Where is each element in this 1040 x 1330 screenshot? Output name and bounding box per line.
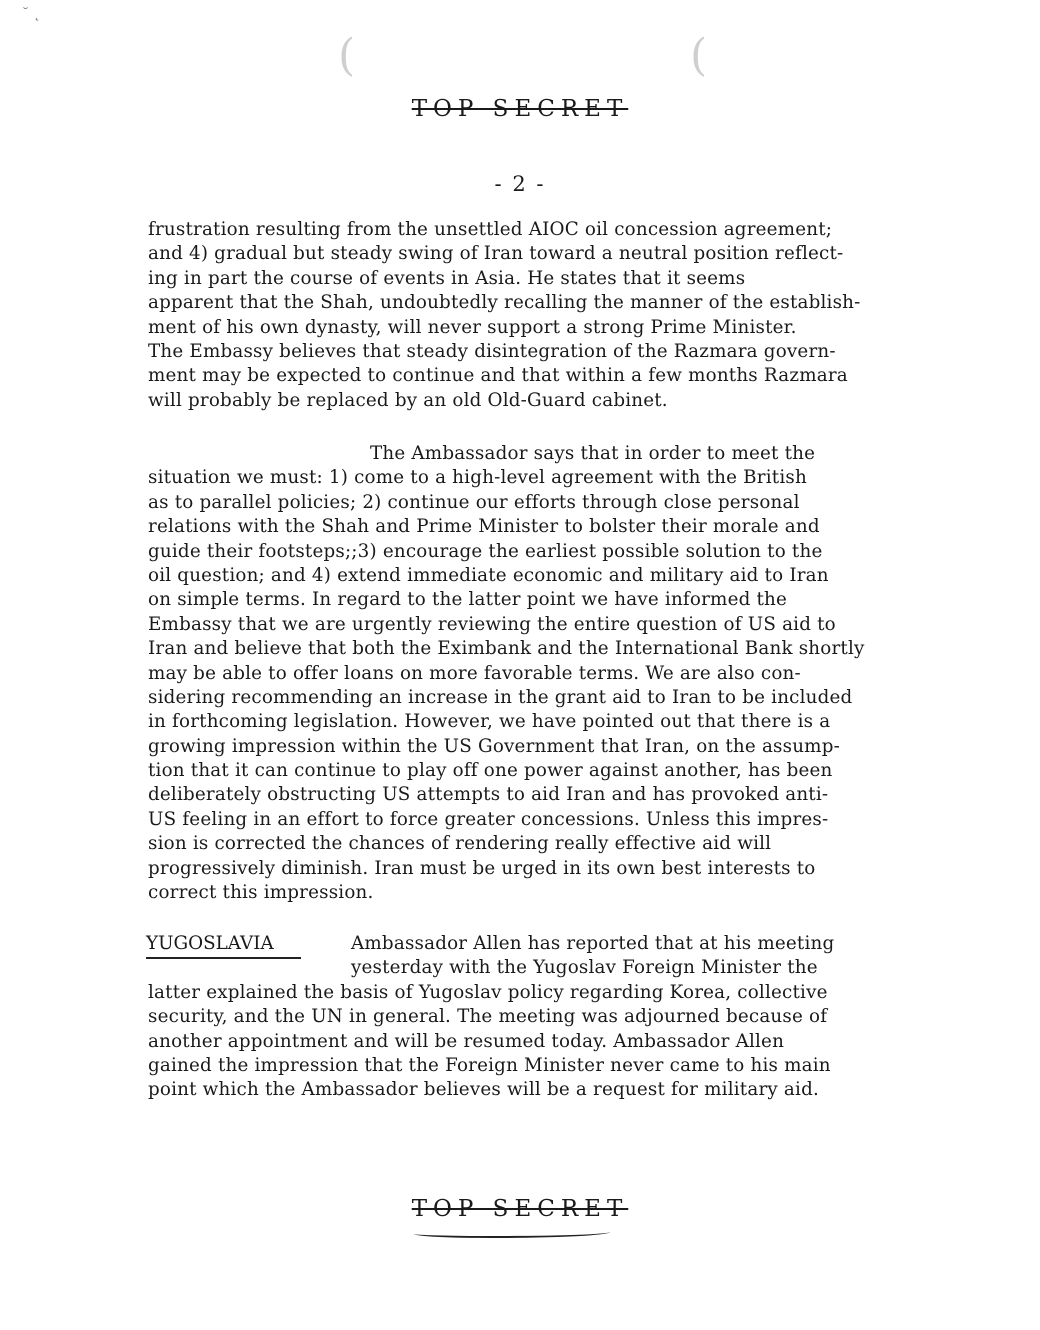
paragraph-line: The Embassy believes that steady disintegration of the Razmara govern- <box>148 340 836 362</box>
paragraph-line: relations with the Shah and Prime Minister to bolster their morale and <box>148 516 820 538</box>
paragraph-line: deliberately obstructing US attempts to aid Iran and has provoked anti- <box>148 784 829 806</box>
paragraph-line: and 4) gradual but steady swing of Iran toward a neutral position reflect- <box>148 243 844 265</box>
faint-mark-right: ( <box>690 30 708 81</box>
paragraph-line: sidering recommending an increase in the grant aid to Iran to be included <box>148 686 853 708</box>
paragraph-line: frustration resulting from the unsettled AIOC oil concession agreement; <box>148 219 833 240</box>
paragraph-line: Ambassador Allen has reported that at his meeting <box>351 933 835 954</box>
paragraph-line: progressively diminish. Iran must be urged in its own best interests to <box>148 857 816 879</box>
paragraph-ambassador-recommendations <box>148 442 865 905</box>
classification-footer <box>0 1196 1040 1222</box>
paragraph-line: ment of his own dynasty, will never support a strong Prime Minister. <box>148 316 797 338</box>
paragraph-iran-situation <box>148 218 861 413</box>
scan-speck: ˘ ˛ <box>22 6 41 22</box>
paragraph-line: another appointment and will be resumed today. Ambassador Allen <box>148 1030 785 1052</box>
paragraph-line: will probably be replaced by an old Old-Guard cabinet. <box>148 389 668 411</box>
paragraph-line: correct this impression. <box>148 882 374 904</box>
paragraph-line: growing impression within the US Government that Iran, on the assump- <box>148 735 840 757</box>
paragraph-line: The Ambassador says that in order to meet the <box>370 443 816 464</box>
faint-mark-left: ( <box>338 30 356 81</box>
paragraph-line: point which the Ambassador believes will be a request for military aid. <box>148 1079 819 1101</box>
paragraph-line: Embassy that we are urgently reviewing the entire question of US aid to <box>148 613 836 635</box>
handwritten-underline <box>414 1228 610 1238</box>
paragraph-line: Iran and believe that both the Eximbank and the International Bank shortly <box>148 638 865 660</box>
classification-header <box>0 96 1040 122</box>
paragraph-line: apparent that the Shah, undoubtedly recalling the manner of the establish- <box>148 292 861 314</box>
paragraph-line: tion that it can continue to play off one power against another, has been <box>148 760 833 782</box>
paragraph-line: oil question; and 4) extend immediate economic and military aid to Iran <box>148 564 829 586</box>
paragraph-line: as to parallel policies; 2) continue our efforts through close personal <box>148 491 800 513</box>
paragraph-line: situation we must: 1) come to a high-level agreement with the British <box>148 467 807 489</box>
page-number: - 2 - <box>494 172 546 196</box>
paragraph-line: latter explained the basis of Yugoslav policy regarding Korea, collective <box>148 981 828 1003</box>
paragraph-line: ment may be expected to continue and that within a few months Razmara <box>148 365 848 387</box>
paragraph-line: ing in part the course of events in Asia. He states that it seems <box>148 267 746 289</box>
paragraph-line: may be able to offer loans on more favorable terms. We are also con- <box>148 662 801 684</box>
paragraph-line: in forthcoming legislation. However, we have pointed out that there is a <box>148 711 831 733</box>
classification-bottom-text: TOP SECRET <box>411 1196 629 1222</box>
paragraph-yugoslavia <box>148 932 834 1103</box>
classification-top-text: TOP SECRET <box>411 96 629 122</box>
paragraph-line: yesterday with the Yugoslav Foreign Minister the <box>351 957 818 979</box>
paragraph-line: guide their footsteps;;3) encourage the earliest possible solution to the <box>148 540 823 562</box>
paragraph-line: on simple terms. In regard to the latter point we have informed the <box>148 589 788 611</box>
paragraph-line: sion is corrected the chances of rendering really effective aid will <box>148 833 772 855</box>
paragraph-line: security, and the UN in general. The meeting was adjourned because of <box>148 1006 828 1028</box>
section-heading-yugoslavia: YUGOSLAVIA <box>146 933 274 954</box>
paragraph-line: gained the impression that the Foreign Minister never came to his main <box>148 1054 831 1076</box>
paragraph-line: US feeling in an effort to force greater concessions. Unless this impres- <box>148 808 829 830</box>
